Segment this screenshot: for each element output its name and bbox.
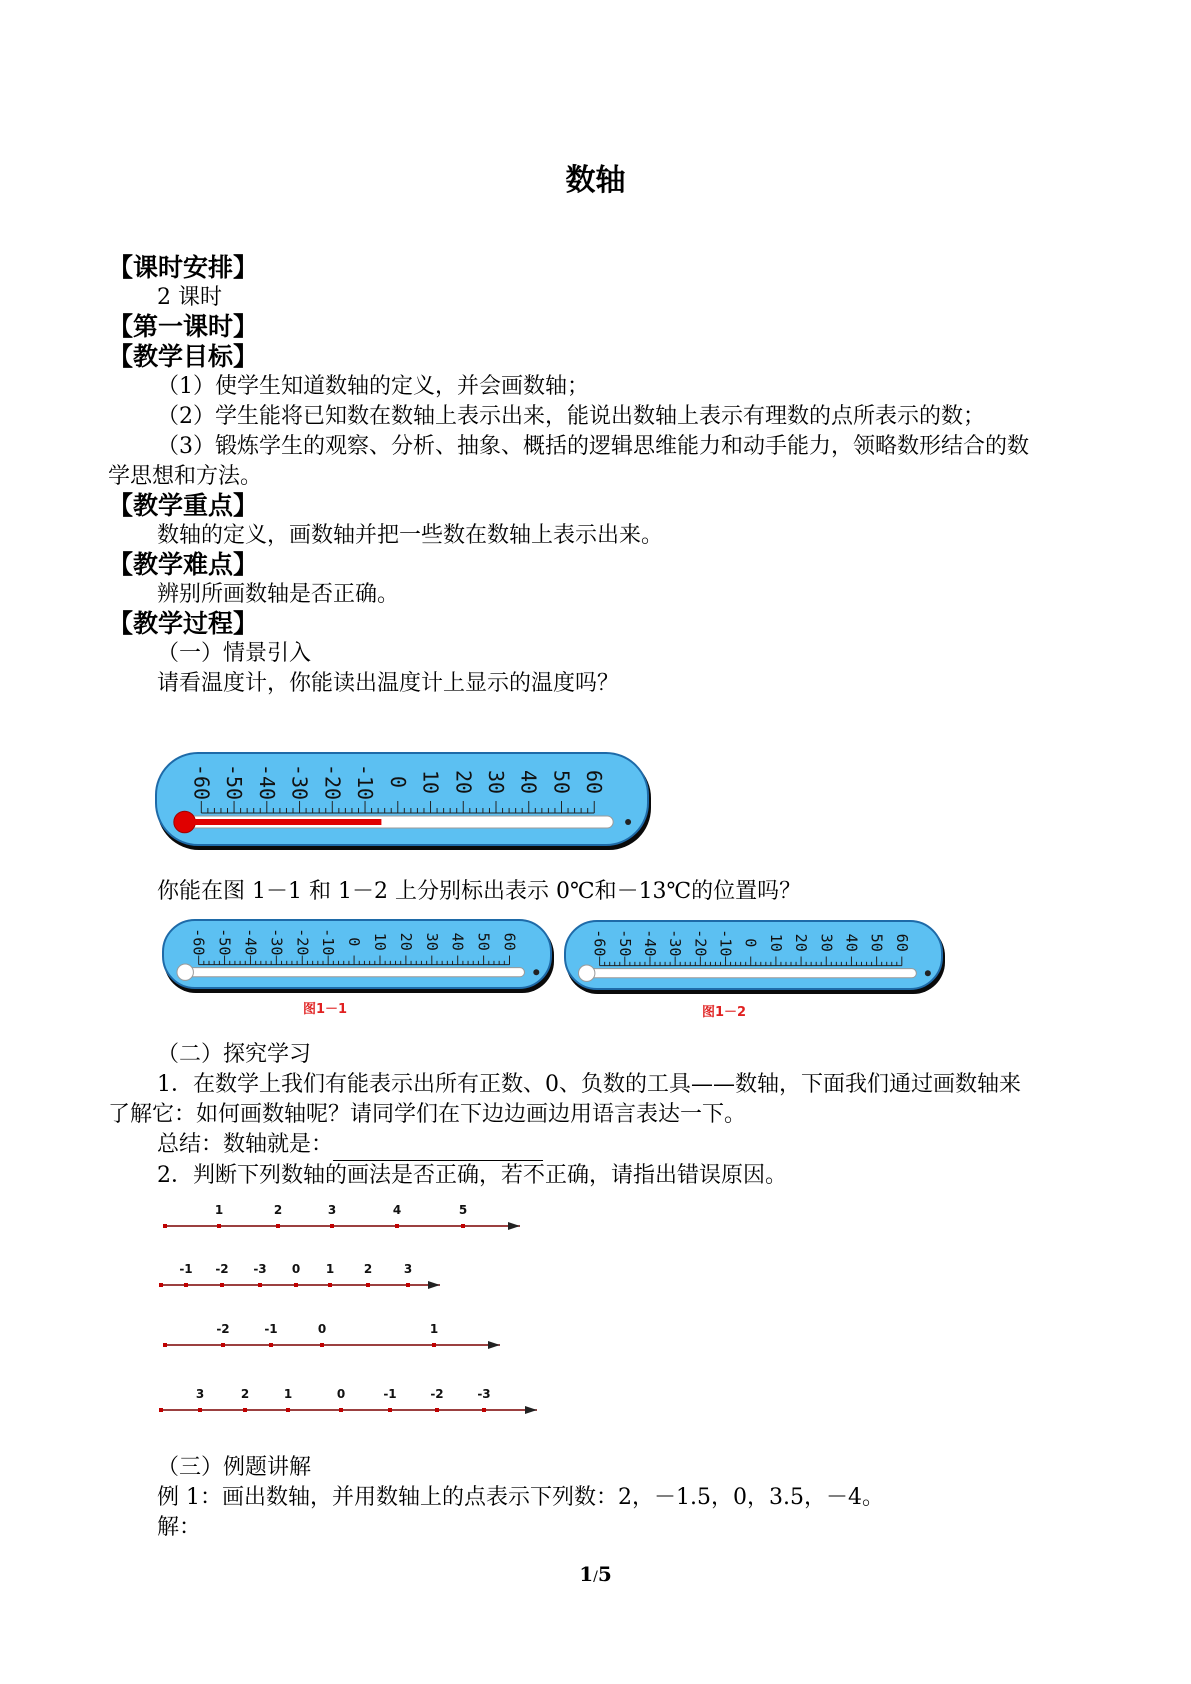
heading-difficulty: 【教学难点】: [108, 550, 259, 579]
number-line-4-arrow: [525, 1406, 537, 1414]
difficulty-text: 辨别所画数轴是否正确。: [157, 582, 400, 607]
thermo-main-tick-label: 60: [582, 769, 607, 795]
number-line-3-label: 1: [429, 1322, 439, 1336]
number-line-2-label: 1: [325, 1262, 335, 1276]
number-line-2-arrow: [428, 1281, 440, 1289]
thermo-b-tick-label: 60: [892, 933, 911, 952]
number-line-1-tick: [217, 1224, 221, 1228]
heading-goals: 【教学目标】: [108, 342, 259, 371]
number-line-3-label: -1: [264, 1322, 278, 1336]
thermo-main-tick-label: 30: [484, 769, 509, 795]
number-line-3-tick: [221, 1343, 225, 1347]
thermo-b-tick-label: 40: [842, 933, 861, 952]
summary-text: 总结：数轴就是：: [157, 1132, 334, 1157]
thermo-a-tick-label: 10: [370, 932, 389, 951]
thermo-a-tick-label: 60: [500, 932, 519, 951]
number-line-4-label: 0: [336, 1387, 346, 1401]
number-line-4-tick: [435, 1408, 439, 1412]
thermo-b-tick-label: -10: [716, 929, 735, 957]
number-line-1-origin-dot: [163, 1224, 167, 1228]
part2-item1-line2: 了解它：如何画数轴呢？请同学们在下边边画边用语言表达一下。: [108, 1102, 747, 1127]
number-line-2-label: -1: [179, 1262, 193, 1276]
number-line-4-tick: [388, 1408, 392, 1412]
thermo-a-tick-label: -50: [215, 928, 234, 956]
number-line-1-arrow: [508, 1222, 520, 1230]
thermo-a-tick-label: -60: [189, 928, 208, 956]
part3-title: （三）例题讲解: [157, 1455, 312, 1480]
number-line-4-tick: [339, 1408, 343, 1412]
number-line-3-tick: [320, 1343, 324, 1347]
thermo-main-tick-label: 50: [549, 769, 574, 795]
number-line-4-label: 3: [195, 1387, 205, 1401]
number-line-1-tick: [276, 1224, 280, 1228]
number-line-2-origin-dot: [159, 1283, 163, 1287]
thermo-a-tick-label: 30: [422, 932, 441, 951]
thermo-b-tick-label: 0: [741, 938, 760, 948]
thermo-a-tick-label: -20: [293, 928, 312, 956]
thermo-b-tick-label: -40: [640, 929, 659, 957]
goal-2: （2）学生能将已知数在数轴上表示出来，能说出数轴上表示有理数的点所表示的数；: [157, 404, 985, 429]
number-line-1-tick: [461, 1224, 465, 1228]
number-line-1-label: 3: [327, 1203, 337, 1217]
number-line-3-origin-dot: [163, 1343, 167, 1347]
thermo-b-tick-label: 50: [867, 933, 886, 952]
thermo-b-tick-label: 10: [766, 933, 785, 952]
number-line-2-tick: [258, 1283, 262, 1287]
number-line-4-label: -1: [383, 1387, 397, 1401]
number-line-4-label: -3: [477, 1387, 491, 1401]
number-line-4-origin-dot: [159, 1408, 163, 1412]
number-line-2-tick: [294, 1283, 298, 1287]
thermo-a-tick-label: 20: [396, 932, 415, 951]
number-line-1-label: 1: [214, 1203, 224, 1217]
number-line-1-tick: [330, 1224, 334, 1228]
thermo-main-tick-label: -10: [353, 763, 378, 801]
thermo-b-tick-label: -60: [590, 929, 609, 957]
number-line-1-label: 2: [273, 1203, 283, 1217]
number-line-2-tick: [184, 1283, 188, 1287]
number-line-1-label: 4: [392, 1203, 402, 1217]
thermo-a-tick-label: 0: [345, 937, 364, 947]
number-line-2-label: -3: [253, 1262, 267, 1276]
goal-1: （1）使学生知道数轴的定义，并会画数轴；: [157, 374, 589, 399]
thermo-main-tick-label: 40: [516, 769, 541, 795]
number-line-3-tick: [432, 1343, 436, 1347]
number-line-2-tick: [220, 1283, 224, 1287]
part2-title: （二）探究学习: [157, 1042, 312, 1067]
key-points-text: 数轴的定义，画数轴并把一些数在数轴上表示出来。: [157, 523, 664, 548]
number-line-4-label: 2: [240, 1387, 250, 1401]
heading-process: 【教学过程】: [108, 609, 259, 638]
thermo-b-tick-label: -30: [666, 929, 685, 957]
thermo-main-tick-label: 10: [418, 769, 443, 795]
number-line-4-tick: [198, 1408, 202, 1412]
page-number: [0, 1562, 1191, 1586]
number-line-4-tick: [286, 1408, 290, 1412]
number-line-4-label: -2: [430, 1387, 444, 1401]
part2-item2: 2．判断下列数轴的画法是否正确，若不正确，请指出错误原因。: [157, 1163, 787, 1188]
schedule-text: 2 课时: [157, 285, 222, 310]
example-1: 例 1：画出数轴，并用数轴上的点表示下列数：2，－1.5，0，3.5，－4。: [157, 1485, 884, 1510]
number-line-4-tick: [243, 1408, 247, 1412]
thermo-b-tick-label: 20: [792, 933, 811, 952]
thermo-main-tick-label: -60: [189, 763, 214, 801]
caption-fig-1-2: 图1－2: [702, 1005, 747, 1020]
thermo-main-tick-label: -50: [222, 763, 247, 801]
page-current: 1: [579, 1562, 594, 1586]
number-line-1-label: 5: [458, 1203, 468, 1217]
thermo-main-tick-label: 20: [451, 769, 476, 795]
part2-item1-line1: 1．在数学上我们有能表示出所有正数、0、负数的工具——数轴，下面我们通过画数轴来: [157, 1072, 1021, 1097]
part1-title: （一）情景引入: [157, 641, 312, 666]
thermo-main-tick-label: -30: [287, 763, 312, 801]
number-line-3-label: -2: [216, 1322, 230, 1336]
caption-fig-1-1: 图1－1: [303, 1002, 348, 1017]
thermo-a-tick-label: -30: [267, 928, 286, 956]
part1-question: 请看温度计，你能读出温度计上显示的温度吗？: [157, 671, 620, 696]
number-line-2-tick: [366, 1283, 370, 1287]
number-line-2-tick: [328, 1283, 332, 1287]
number-line-2-tick: [406, 1283, 410, 1287]
heading-lesson1: 【第一课时】: [108, 312, 259, 341]
thermo-b-tick-label: -50: [615, 929, 634, 957]
number-line-3-tick: [269, 1343, 273, 1347]
number-line-4-tick: [482, 1408, 486, 1412]
heading-schedule: 【课时安排】: [108, 253, 259, 282]
heading-key-points: 【教学重点】: [108, 491, 259, 520]
thermo-main-tick-label: -40: [254, 763, 279, 801]
number-line-1-tick: [395, 1224, 399, 1228]
page-title: 数轴: [565, 163, 626, 198]
number-line-2-label: 0: [291, 1262, 301, 1276]
part1-question-2: 你能在图 1－1 和 1－2 上分别标出表示 0℃和－13℃的位置吗？: [157, 879, 802, 904]
number-line-2-label: 2: [363, 1262, 373, 1276]
solution-label: 解：: [157, 1515, 202, 1540]
page-separator: /: [593, 1569, 598, 1585]
thermo-a-tick-label: -40: [241, 928, 260, 956]
thermo-b-tick-label: 30: [817, 933, 836, 952]
thermo-a-tick-label: 50: [474, 932, 493, 951]
number-line-2-label: 3: [403, 1262, 413, 1276]
number-line-4-label: 1: [283, 1387, 293, 1401]
thermo-a-tick-label: 40: [448, 932, 467, 951]
goal-3-line1: （3）锻炼学生的观察、分析、抽象、概括的逻辑思维能力和动手能力，领略数形结合的数: [157, 434, 1030, 459]
goal-3-line2: 学思想和方法。: [108, 464, 263, 489]
page-total: 5: [597, 1562, 612, 1586]
number-line-2-label: -2: [215, 1262, 229, 1276]
thermo-b-tick-label: -20: [691, 929, 710, 957]
number-line-3-label: 0: [317, 1322, 327, 1336]
thermo-main-tick-label: 0: [385, 775, 410, 789]
thermo-a-tick-label: -10: [319, 928, 338, 956]
thermo-main-tick-label: -20: [320, 763, 345, 801]
number-line-3-arrow: [488, 1341, 500, 1349]
